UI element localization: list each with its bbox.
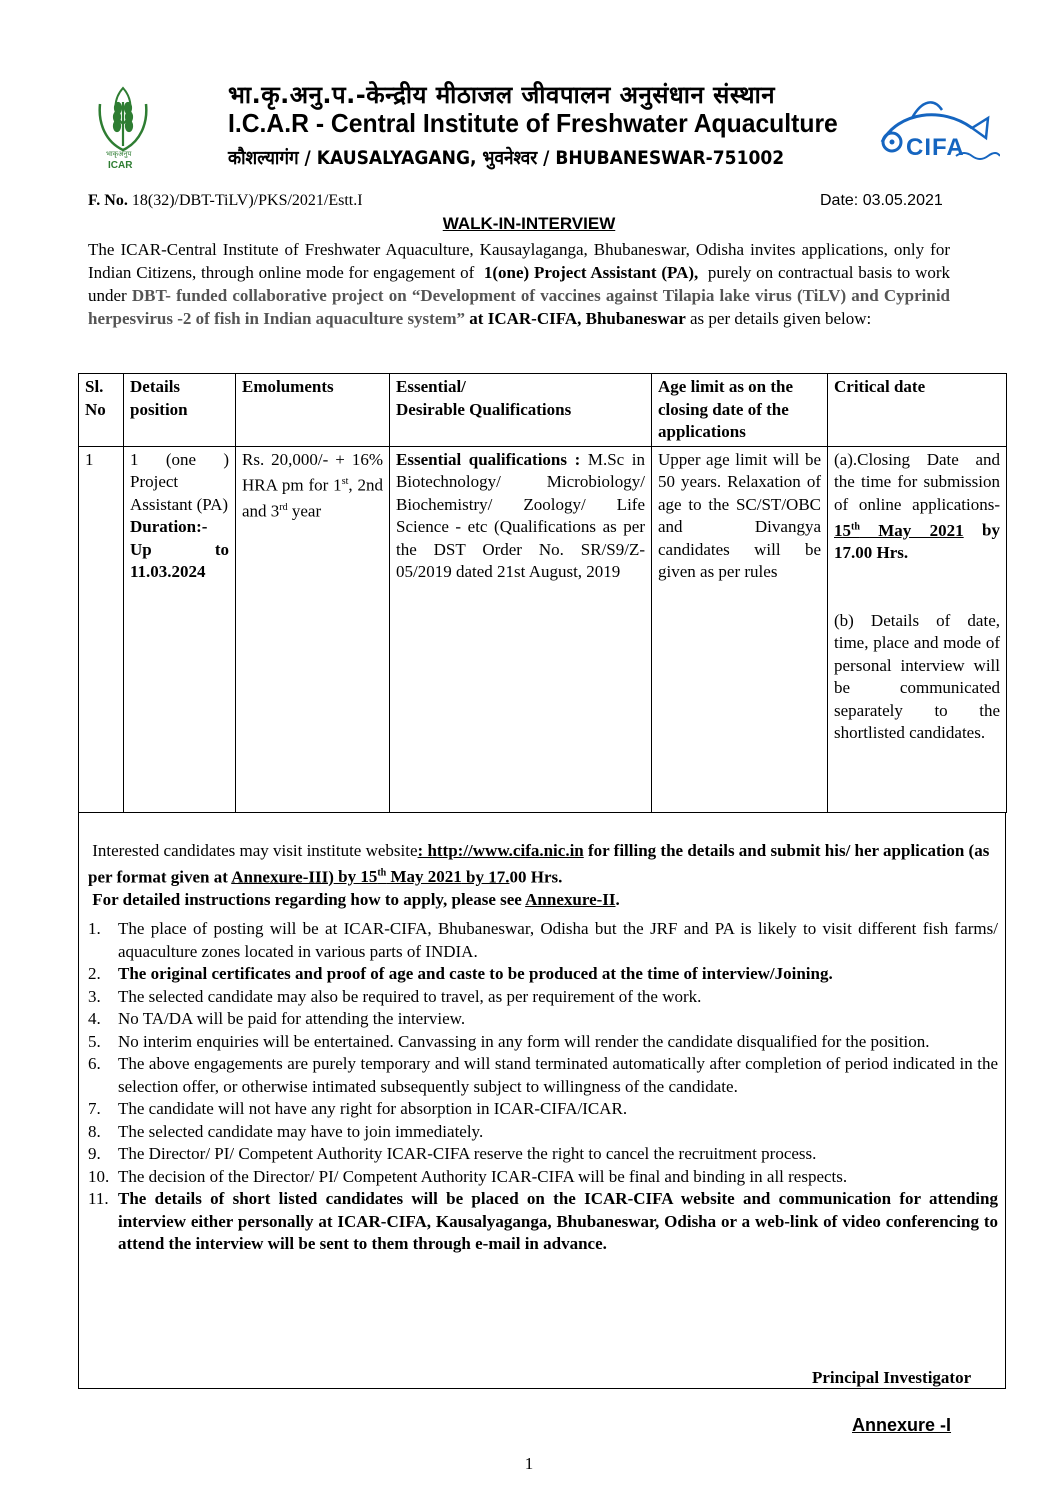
critical-a-time: 17.00 Hrs. <box>834 543 909 563</box>
header-details: Details position <box>124 374 236 447</box>
institute-english-name: I.C.A.R - Central Institute of Freshwater Aquaculture <box>228 108 838 138</box>
list-item <box>88 963 998 986</box>
header-age: Age limit as on the closing date of the applications <box>652 374 828 447</box>
cell-sl: 1 <box>79 446 124 813</box>
note-text-2: for filling the details and submit his/ her application (as per format given at <box>88 841 990 887</box>
emoluments-text: Rs. 20,000/- + 16% HRA pm for 1 <box>242 449 383 495</box>
header-emoluments: Emoluments <box>236 374 390 447</box>
qual-text: M.Sc in Biotechnology/ Microbiology/ Biochemistry/ Zoology/ Life Science - etc (Qualifications as per the DST Order No. SR/S9/Z-05/2019 dated 21st August, 2019 <box>396 449 645 581</box>
list-item-number: 10. <box>88 1166 110 1186</box>
position-table <box>78 373 1007 813</box>
intro-paragraph <box>88 238 950 330</box>
annexure-3-link[interactable]: Annexure-III) <box>231 867 334 887</box>
critical-a-sup: th <box>851 521 860 532</box>
duration-value: Up to 11.03.2024 <box>130 539 229 581</box>
conditions-list <box>88 918 998 1256</box>
list-item-number: 9. <box>88 1144 101 1163</box>
critical-a-date <box>834 521 964 540</box>
list-item-number: 7. <box>88 1099 101 1118</box>
critical-a: (a).Closing Date and the time for submission of online applications- <box>834 449 1000 514</box>
icar-logo-text: ICAR <box>108 160 133 171</box>
list-item-number: 5. <box>88 1031 101 1051</box>
list-item-text <box>118 1053 998 1098</box>
list-item-text <box>118 986 998 1009</box>
list-item <box>88 1121 998 1144</box>
list-item-text <box>118 1121 998 1144</box>
emoluments-sup-2: rd <box>279 502 288 514</box>
list-item-text <box>118 1031 998 1054</box>
icar-logo <box>92 84 154 176</box>
list-item <box>88 1143 998 1166</box>
list-item-text <box>118 963 998 986</box>
list-item-content: No TA/DA will be paid for attending the interview. <box>118 1009 466 1028</box>
website-link[interactable] <box>418 841 584 860</box>
cifa-logo-text: CIFA <box>906 134 965 161</box>
intro-post: 1(one) Project Assistant (PA), <box>483 263 699 282</box>
note-by-2-end: 00 Hrs. <box>509 867 563 887</box>
list-item-number: 1. <box>88 919 101 938</box>
list-item <box>88 986 998 1009</box>
application-note <box>88 840 998 911</box>
list-item <box>88 1031 998 1054</box>
list-item-text <box>118 1008 998 1031</box>
emoluments-sup-1: st <box>341 476 349 487</box>
list-item <box>88 1098 998 1121</box>
page-number: 1 <box>524 1454 534 1473</box>
intro-text-3: as per details given below: <box>690 309 872 328</box>
page-title: WALK-IN-INTERVIEW <box>442 214 616 233</box>
list-item-content: The place of posting will be at ICAR-CIFA, Bhubaneswar, Odisha but the JRF and PA is likely to visit different fish farms/ aquaculture zones located in various parts of INDIA. <box>118 919 998 961</box>
list-item-number: 8. <box>88 1121 101 1141</box>
institute-hindi-name: भा.कृ.अनु.प.-केन्द्रीय मीठाजल जीवपालन अनुसंधान संस्थान <box>228 81 776 109</box>
list-item-number: 2. <box>88 964 101 983</box>
intro-text-2: purely on contractual basis to work under <box>88 263 951 305</box>
annexure-heading: Annexure -I <box>852 1415 952 1435</box>
list-item-number: 3. <box>88 986 101 1006</box>
list-item-content: The decision of the Director/ PI/ Competent Authority ICAR-CIFA will be final and binding in all respects. <box>118 1166 848 1186</box>
cell-emoluments <box>236 446 390 813</box>
institute-address: कौशल्यागंग / KAUSALYAGANG, भुवनेश्वर / BHUBANESWAR-751002 <box>228 147 785 169</box>
list-item <box>88 1166 998 1189</box>
note-by-1: by 15 <box>333 867 378 887</box>
signature: Principal Investigator <box>812 1368 972 1387</box>
letter-date: Date: 03.05.2021 <box>820 192 943 209</box>
list-item-suffix: . <box>828 964 833 983</box>
emoluments-end: year <box>287 501 322 521</box>
duration-label: Duration:- <box>130 517 208 536</box>
list-item-text <box>118 1166 998 1189</box>
list-item-content: The original certificates and proof of age and caste to be produced at the time of interview/Joining <box>118 964 829 983</box>
note-by-1-month: May 2021 <box>386 867 462 887</box>
critical-a-by: by <box>963 520 1000 540</box>
qual-label: Essential qualifications : <box>396 449 581 469</box>
list-item-content: The candidate will not have any right for absorption in ICAR-CIFA/ICAR. <box>118 1099 628 1118</box>
header-critical-date: Critical date <box>828 374 1007 447</box>
list-item-number: 11. <box>88 1189 109 1208</box>
header-qualifications <box>390 374 652 447</box>
annexure-2-link[interactable]: Annexure-II <box>525 889 616 909</box>
file-number-label: F. No. <box>88 192 128 209</box>
critical-a-month: May 2021 <box>859 520 964 540</box>
list-item-content: The Director/ PI/ Competent Authority ICAR-CIFA reserve the right to cancel the recruitment process. <box>118 1144 817 1163</box>
icar-logo-hindi: भाकृअनुप <box>106 150 132 158</box>
list-item <box>88 1188 998 1256</box>
list-item-text <box>118 1188 998 1256</box>
cifa-logo <box>872 96 1000 162</box>
cell-qualifications <box>390 446 652 813</box>
note-text-1: Interested candidates may visit institute website <box>92 841 418 860</box>
list-item-text <box>118 918 998 963</box>
table-header-row <box>79 374 1007 447</box>
list-item-content: The selected candidate may have to join immediately. <box>118 1121 484 1141</box>
list-item-text <box>118 1143 998 1166</box>
list-item-content: No interim enquiries will be entertained. Canvassing in any form will render the candidate disqualified for the position. <box>118 1031 930 1051</box>
intro-project: DBT- funded collaborative project on “Development of vaccines against Tilapia lake virus (TiLV) and Cyprinid herpesvirus -2 of fish in Indian aquaculture system” <box>88 286 951 328</box>
cell-age-limit: Upper age limit will be 50 years. Relaxation of age to the SC/ST/OBC and Divangya candidates will be given as per rules <box>652 446 828 813</box>
header-qual-line1: Essential/ <box>396 377 466 396</box>
note-instructions: For detailed instructions regarding how to apply, please see <box>92 889 526 909</box>
note-deadline <box>334 867 462 886</box>
list-item-content: The selected candidate may also be required to travel, as per requirement of the work. <box>118 986 702 1006</box>
list-item-number: 4. <box>88 1009 101 1028</box>
file-number <box>88 192 363 210</box>
list-item-content: The above engagements are purely temporary and will stand terminated automatically after completion of period indicated in the selection offer, or otherwise intimated subsequently subject to willingness of the candidate. <box>118 1054 998 1096</box>
emoluments-mid: , 2nd and 3 <box>242 475 384 521</box>
list-item <box>88 1008 998 1031</box>
cell-details <box>124 446 236 813</box>
list-item-content: The details of short listed candidates will be placed on the ICAR-CIFA website and communication for attending interview either personally at ICAR-CIFA, Kausalyaganga, Bhubaneswar, Odisha or a web-link of video conferencing to attend the interview will be sent to them through e-mail in advance. <box>118 1189 998 1253</box>
cell-critical-date <box>828 446 1007 813</box>
list-item-text <box>118 1098 998 1121</box>
website-link-text[interactable]: : http://www.cifa.nic.in <box>417 841 584 860</box>
header-qual-line2: Desirable Qualifications <box>396 399 572 419</box>
list-item <box>88 918 998 963</box>
critical-b: (b) Details of date, time, place and mode of personal interview will be communicated separately to the shortlisted candidates. <box>834 610 1000 743</box>
critical-a-day: 15 <box>834 520 851 540</box>
file-number-value: 18(32)/DBT-TiLV)/PKS/2021/Estt.I <box>131 192 363 209</box>
table-row <box>79 446 1007 813</box>
intro-location: at ICAR-CIFA, Bhubaneswar <box>469 309 686 328</box>
list-item <box>88 1053 998 1098</box>
note-by-1-sup: th <box>377 867 387 879</box>
details-position: 1 (one ) Project Assistant (PA) <box>130 449 229 514</box>
note-instructions-end: . <box>615 889 620 909</box>
list-item-number: 6. <box>88 1054 101 1073</box>
header-sl: Sl. No <box>79 374 124 447</box>
intro-text-1: The ICAR-Central Institute of Freshwater Aquaculture, Kausaylaganga, Bhubaneswar, Odisha invites applications, only for Indian Citizens, through online mode for engagement of <box>88 240 950 282</box>
note-by-2: by 17. <box>461 867 510 887</box>
